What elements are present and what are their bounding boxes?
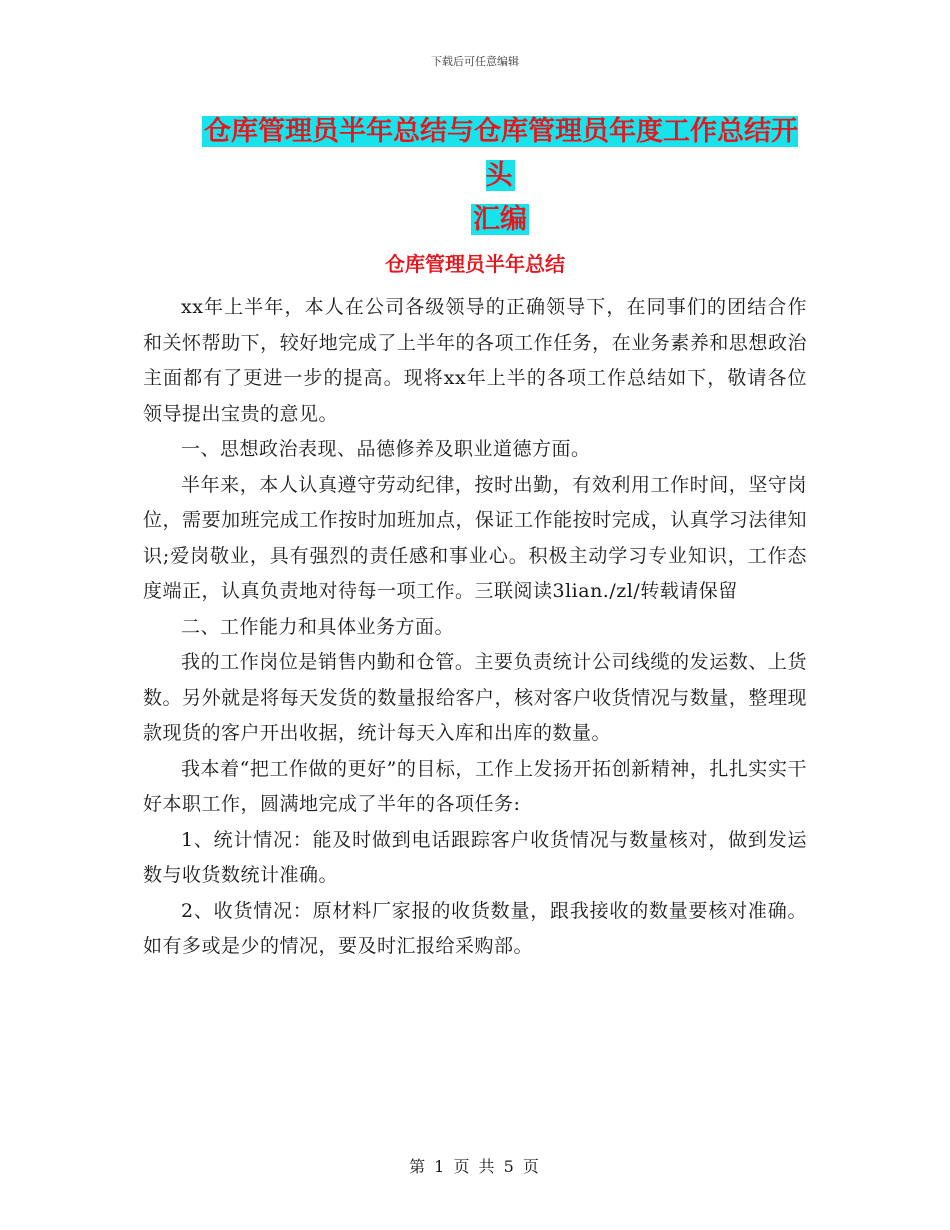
page-number-footer: 第 1 页 共 5 页: [409, 1157, 541, 1176]
document-title-line-1: 仓库管理员半年总结与仓库管理员年度工作总结开头: [204, 116, 798, 191]
document-body: [143, 290, 807, 965]
paragraph: 一、思想政治表现、品德修养及职业道德方面。: [181, 438, 591, 460]
paragraph: xx年上半年，本人在公司各级领导的正确领导下，在同事们的团结合作和关怀帮助下，较好地完成了上半年的各项工作任务，在业务素养和思想政治主面都有了更进一步的提高。现将xx年上半的各项工作总结如下，敬请各位领导提出宝贵的意见。: [143, 296, 807, 425]
header-note: 下载后可任意编辑: [431, 55, 519, 68]
section-title: 仓库管理员半年总结: [385, 252, 565, 276]
paragraph: 半年来，本人认真遵守劳动纪律，按时出勤，有效利用工作时间，坚守岗位，需要加班完成工作按时加班加点，保证工作能按时完成，认真学习法律知识;爱岗敬业，具有强烈的责任感和事业心。积极主动学习专业知识，工作态度端正，认真负责地对待每一项工作。三联阅读3lian./zl/转载请保留: [143, 473, 807, 602]
paragraph: 我本着“把工作做的更好”的目标，工作上发扬开拓创新精神，扎扎实实干好本职工作，圆满地完成了半年的各项任务:: [143, 757, 807, 815]
paragraph: 2、收货情况：原材料厂家报的收货数量，跟我接收的数量要核对准确。如有多或是少的情况，要及时汇报给采购部。: [143, 899, 807, 957]
paragraph: 1、统计情况：能及时做到电话跟踪客户收货情况与数量核对，做到发运数与收货数统计准确。: [143, 828, 807, 886]
paragraph: 我的工作岗位是销售内勤和仓管。主要负责统计公司线缆的发运数、上货数。另外就是将每天发货的数量报给客户，核对客户收货情况与数量，整理现款现货的客户开出收据，统计每天入库和出库的数量。: [143, 651, 807, 744]
document-title: [190, 110, 810, 242]
paragraph: 二、工作能力和具体业务方面。: [181, 615, 455, 638]
document-title-line-2: 汇编: [473, 204, 527, 235]
